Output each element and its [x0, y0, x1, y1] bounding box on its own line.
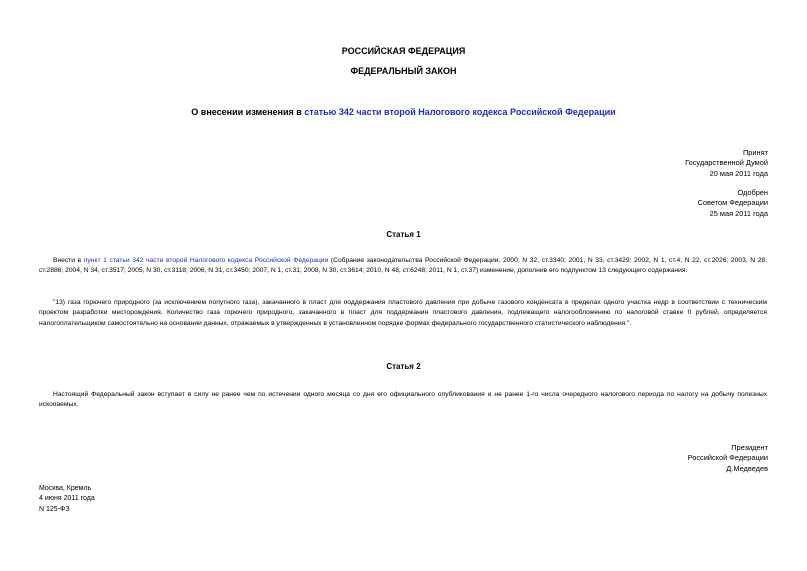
article-2-paragraph-1: Настоящий Федеральный закон вступает в силу не ранее чем по истечении одного месяца со дня его официального опубликования и не ранее 1-го числа очередного налогового периода по налогу на добычу полезных ископаемых. — [39, 391, 767, 409]
article-1-paragraph-2: "13) газа горючего природного (за исключением попутного газа), закачанного в пласт для поддержания пластового давления при добыче газового конденсата в пределах одного участка недр в соответствии с техническим проектом разработки месторождения. Количество газа горючего природного, закачанного в пласт для поддержания пластового давления, подлежащего налогообложению по налоговой ставке 0 рублей, определяется налогоплательщиком самостоятельно на основании данных, отражаемых в утвержденных в установленном порядке формах федерального государственного статистического наблюдения.". — [39, 299, 767, 327]
article-1-p1-suffix: (Собрание законодательства Российской Федерации, 2000, N 32, ст.3340; 2001, N 33, ст.3429; 2002, N 1, ст.4; N 22, ст.2026; 2003, N 28, ст.2886; 2004, N 34, ст.3517; 2005, N 30, ст.3118; 2006, N 31, ст.3450; 2007, N 1, ст.31; 2008, N 30, ст.3614; 2010, N 48, ст.6248; 2011, N 1, ст.37) изменение, дополнив его подпунктом 13 следующего содержания: — [39, 257, 768, 275]
article-1-heading: Статья 1 — [386, 230, 421, 239]
article-1-p1-link[interactable]: пункт 1 статьи 342 части второй Налогового кодекса Российской Федерации — [83, 257, 329, 264]
signature-block — [688, 443, 768, 474]
article-2-heading: Статья 2 — [386, 362, 421, 371]
law-number: N 125-ФЗ — [39, 505, 70, 513]
law-title — [0, 107, 807, 118]
approved-block — [698, 188, 768, 219]
article-1-paragraph-1 — [39, 256, 767, 277]
signer-name: Д.Медведев — [726, 463, 768, 473]
signer-title: Президент — [731, 443, 768, 452]
adopted-label: Принят — [742, 148, 768, 157]
approved-date: 25 мая 2011 года — [709, 208, 768, 218]
place-date-block — [39, 484, 95, 515]
signing-date: 4 июня 2011 года — [39, 495, 95, 503]
approved-body: Советом Федерации — [697, 198, 768, 208]
adopted-body: Государственной Думой — [685, 158, 768, 168]
law-title-prefix: О внесении изменения в — [191, 107, 305, 117]
signer-country: Российской Федерации — [687, 453, 768, 463]
article-1-p1-prefix: Внести в — [53, 257, 84, 264]
law-title-link[interactable]: статью 342 части второй Налогового кодекса Российской Федерации — [304, 107, 616, 117]
doc-type-heading: ФЕДЕРАЛЬНЫЙ ЗАКОН — [350, 66, 457, 76]
adopted-date: 20 мая 2011 года — [709, 168, 768, 178]
adopted-block — [685, 148, 768, 179]
approved-label: Одобрен — [737, 188, 768, 197]
signing-place: Москва, Кремль — [39, 485, 92, 492]
country-heading: РОССИЙСКАЯ ФЕДЕРАЦИЯ — [341, 46, 466, 56]
